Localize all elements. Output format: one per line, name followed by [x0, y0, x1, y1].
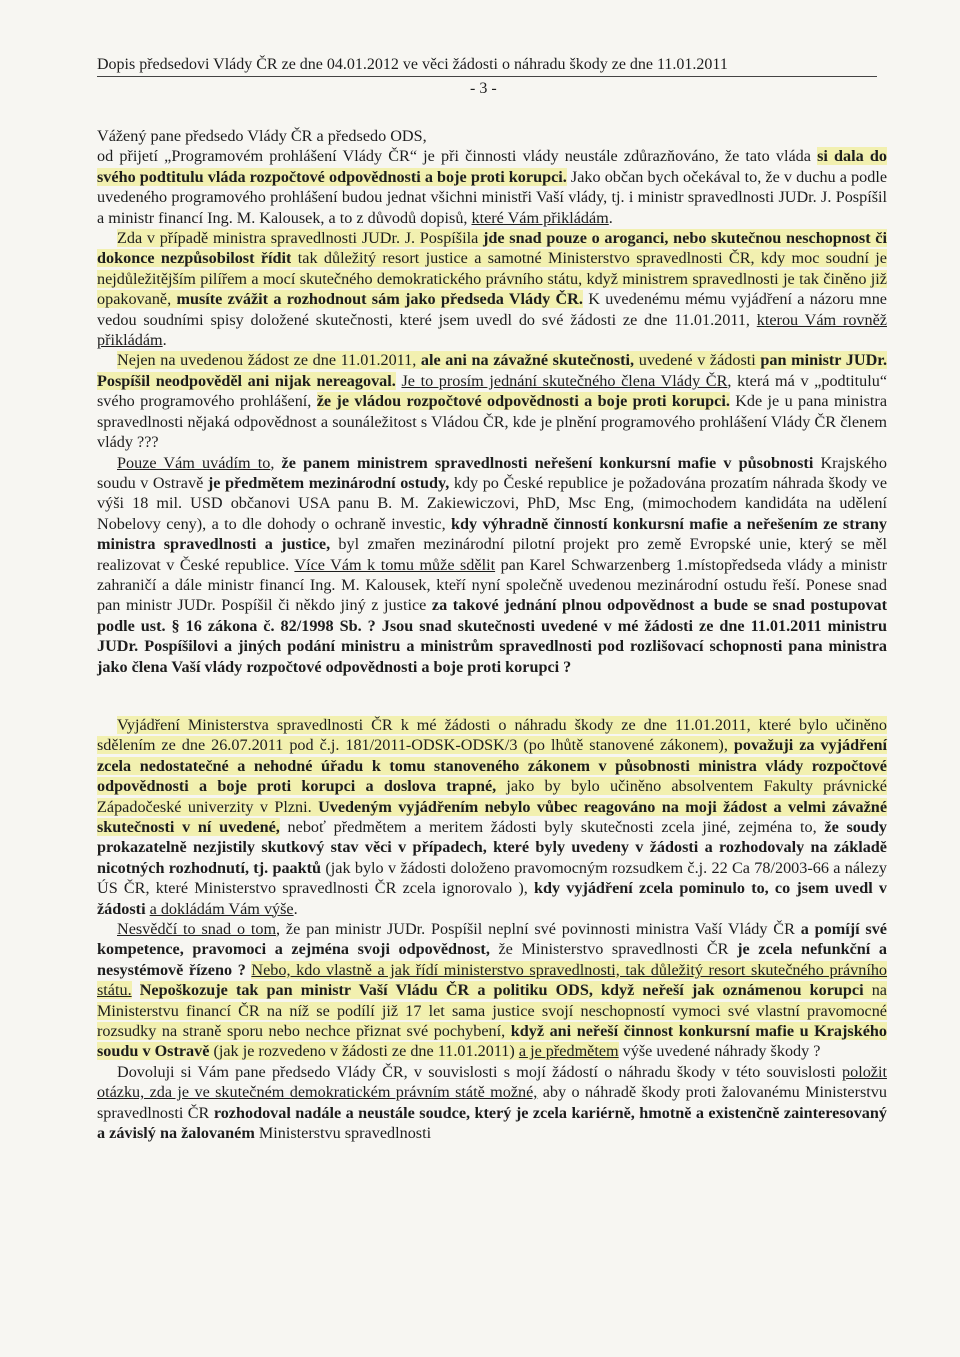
text-run: pan ministr JUDr. Pospíšil neodpověděl ani nijak nereagoval. [97, 351, 888, 390]
text-run: a pomíjí své kompetence, pravomoci a zejména svoji odpovědnost, [97, 920, 887, 959]
text-run: Více Vám k tomu může sdělit [294, 555, 496, 574]
text-run: uvedené v žádosti [634, 351, 761, 370]
text-run: Ponese snad pan ministr JUDr. Pospíšil či někdo jiný z justice [97, 575, 887, 615]
salutation: Vážený pane předsedo Vlády ČR a předsedo ODS, [97, 127, 427, 145]
text-run: že panem ministrem spravedlnosti neřešení konkursní mafie v působnosti [281, 453, 814, 472]
text-run: na Ministerstvu financí ČR na níž se podílí již 17 let sama justice svojí neschopností vymoci své vlastní pravomocné rozsudky na straně sporu nebo nechce přiznat své pochybení, [97, 981, 887, 1041]
text-run: Jako občan bych očekával to, že v duchu a podle uvedeného programového prohlášení budou jednat všichni ministři Vaší vlády, tj. i ministr spravedlnosti JUDr. J. Pospíšil a ministr financí Ing. M. Kalousek, a to z důvodů dopisů, [97, 167, 888, 227]
paragraph-2 [97, 228, 887, 350]
paragraph-5 [97, 715, 887, 919]
text-run: jako by bylo učiněno absolventem Fakulty právnické Západočeské univerzity v Plzni. [97, 777, 887, 816]
text-run: neboť předmětem a meritem žádosti byly skutečnosti zcela jiné, zejména to, [279, 818, 825, 836]
text-run: kdy po České republice je požadována prozatím náhrada škody ve výši 18 mil. USD občanovi USA panu B. M. Zakiewiczovi, PhD, Msc Eng, (mimochodem kandidáta na udělení Nobelovy ceny), a to dle dohody o ochraně investic, [97, 473, 888, 533]
text-run: pan Karel Schwarzenberg 1.místopředseda vlády a ministr zahraničí a dále ministr financí Ing. M. Kalousek, kteří nyní společně uvedenou mezinárodní ostudu řeší. [97, 555, 887, 594]
text-run: Zda v případě ministra spravedlnosti JUDr. J. Pospíšila [117, 229, 483, 248]
paragraph-gap [97, 677, 887, 715]
text-run: Kde je u pana ministra spravedlnosti nějaká odpovědnost a sounáležitost s Vládou ČR, kde je plnění programového prohlášení Vlády ČR členem vlády ??? [97, 392, 888, 452]
paragraph-7 [97, 1062, 887, 1144]
text-run: Nesvědčí to snad o tom [117, 920, 277, 939]
text-run: že Ministerstvo spravedlnosti ČR [489, 940, 738, 959]
text-run: kdy vyjádření zcela pominulo to, co jsem uvedl v žádosti [97, 879, 887, 918]
text-run: Nebo, kdo vlastně a jak řídí ministerstvo spravedlnosti, tak důležitý resort skutečného právního státu. [97, 960, 888, 1000]
text-run: (jak bylo v žádosti doloženo pravomocným rozsudkem č.j. 22 Ca 78/2003-66 a nálezy ÚS ČR, které Ministerstvo spravedlnosti ČR zcela ignorovalo ), [97, 858, 888, 898]
text-run: za takové jednání plnou odpovědnost a bude se snad postupovat podle ust. § 16 zákona č. 82/1998 Sb. ? Jsou snad skutečnosti uvedené v mé žádosti ze dne 11.01.2011 ministru JUDr. Pospíšilovi a jiných podání ministru a ministrům spravedlnosti pod rozlišovací schopnosti pana ministra jako člena Vaší vlády rozpočtové odpovědnosti a boje proti korupci ? [97, 596, 887, 676]
text-run: a je předmětem [518, 1042, 619, 1061]
header-title: Dopis předsedovi Vlády ČR ze dne 04.01.2012 ve věci žádosti o náhradu škody ze dne 11.01.2011 [97, 56, 877, 77]
text-run: kdy výhradně činností konkursní mafie a neřešením ze strany ministra spravedlnosti a justice, [97, 514, 887, 554]
text-run: které Vám přikládám [471, 208, 609, 227]
text-run: když ani neřeší činnost konkursní mafie u Krajského soudu v Ostravě [97, 1022, 887, 1061]
paragraph-6 [97, 919, 887, 1062]
text-run: . [608, 208, 613, 227]
text-run: Uvedeným vyjádřením nebylo vůbec reagováno na moji žádost a velmi závažné skutečnosti v ní uvedené, [97, 797, 887, 836]
text-run: je zcela nefunkční a nesystémově řízeno ? [97, 940, 888, 979]
text-run: je předmětem mezinárodní ostudy, [207, 473, 450, 492]
letter-body [97, 126, 887, 1144]
text-run: Ministerstvu spravedlnosti [254, 1124, 432, 1143]
text-run: . [293, 899, 298, 918]
text-run: Vyjádření Ministerstva spravedlnosti ČR k mé žádosti o náhradu škody ze dne 11.01.2011, které bylo učiněno sdělením ze dne 26.07.2011 pod č.j. 181/2011-ODSK-ODSK/3 (po lhůtě stanovené zákonem), [97, 715, 887, 755]
text-run: a dokládám Vám výše [149, 899, 294, 918]
text-run: Krajského soudu v Ostravě [97, 453, 888, 492]
text-run: tak důležitý resort justice a samotné Ministerstvo spravedlnosti ČR, kdy moc soudní je nejdůležitějším pilířem a mocí skutečného demokratického právního státu, když ministrem spravedlnosti je tak činěno již opakovaně, [97, 249, 887, 309]
text-run: si dala do svého podtitulu vláda rozpočtové odpovědnosti a boje proti korupci. [97, 147, 887, 186]
text-run: rozhodoval nadále a neustále soudce, který je zcela kariérně, hmotně a existenčně zainteresovaný a závislý na žalovaném [97, 1103, 887, 1143]
text-run: Je to prosím jednání skutečného člena Vlády ČR [401, 371, 728, 390]
text-run: Dovoluji si Vám pane předsedo Vlády ČR, v souvislosti s mojí žádostí o náhradu škody v této souvislosti [117, 1062, 843, 1081]
text-run: jde snad pouze o aroganci, nebo skutečnou neschopnost či dokonce nezpůsobilost řídit [97, 229, 887, 268]
text-run: byl zmařen mezinárodní pilotní projekt pro země Evropské unie, který se měl realizovat v České republice. [97, 535, 888, 574]
text-run: , že pan ministr JUDr. Pospíšil neplní své povinnosti ministra Vaší Vlády ČR [276, 920, 801, 939]
text-run: , [270, 453, 282, 472]
text-run: položit otázku, zda je ve skutečném demokratickém právním státě možné, [97, 1062, 887, 1102]
paragraph-4 [97, 453, 887, 677]
text-run: K uvedenému mému vyjádření a názoru mne vedou soudními spisy doložené skutečnosti, které jsem uvedl do své žádosti ze dne 11.01.2011, [97, 290, 887, 329]
text-run: Nejen na uvedenou žádost ze dne 11.01.2011, [117, 351, 421, 370]
text-run [132, 981, 140, 999]
text-run: kterou Vám rovněž přikládám [97, 310, 887, 350]
text-run: , která má v „podtitulu“ svého programového prohlášení, [97, 371, 888, 411]
text-run: musíte zvážit a rozhodnout sám jako předseda Vlády ČR. [176, 290, 583, 309]
page-number: - 3 - [470, 80, 497, 97]
text-run: že je vládou rozpočtové odpovědnosti a boje proti korupci. [316, 392, 730, 411]
text-run: . [162, 331, 167, 350]
text-run: že soudy prokazatelně nezjistily skutkový stav věci v případech, které byly uvedeny v žádosti a rozhodovaly na základě nicotných rozhodnutí, tj. paaktů [97, 818, 887, 877]
paragraph-3 [97, 350, 887, 452]
text-run: Pouze Vám uvádím to [117, 453, 271, 472]
paragraph-1 [97, 146, 887, 228]
text-run: Nepoškozuje tak pan ministr Vaší Vládu ČR a politiku ODS, když neřeší jak oznámenou korupci [139, 981, 864, 1000]
text-run: (jak je rozvedeno v žádosti ze dne 11.01.2011) [209, 1042, 519, 1061]
text-run: od přijetí „Programovém prohlášení Vlády ČR“ je při činnosti vlády neustále zdůrazňováno, že tato vláda [97, 147, 818, 166]
text-run: považuji za vyjádření zcela nedostatečné a nehodné úřadu k tomu stanoveného zákonem v působnosti ministra vlády rozpočtové odpovědnosti a boje proti korupci a doslova trapné, [97, 736, 887, 796]
text-run: aby o náhradě škody proti žalovanému Ministerstvu spravedlnosti ČR [97, 1083, 887, 1122]
text-run: výše uvedené náhrady škody ? [618, 1042, 821, 1061]
text-run: ale ani na závažné skutečnosti, [420, 351, 635, 370]
